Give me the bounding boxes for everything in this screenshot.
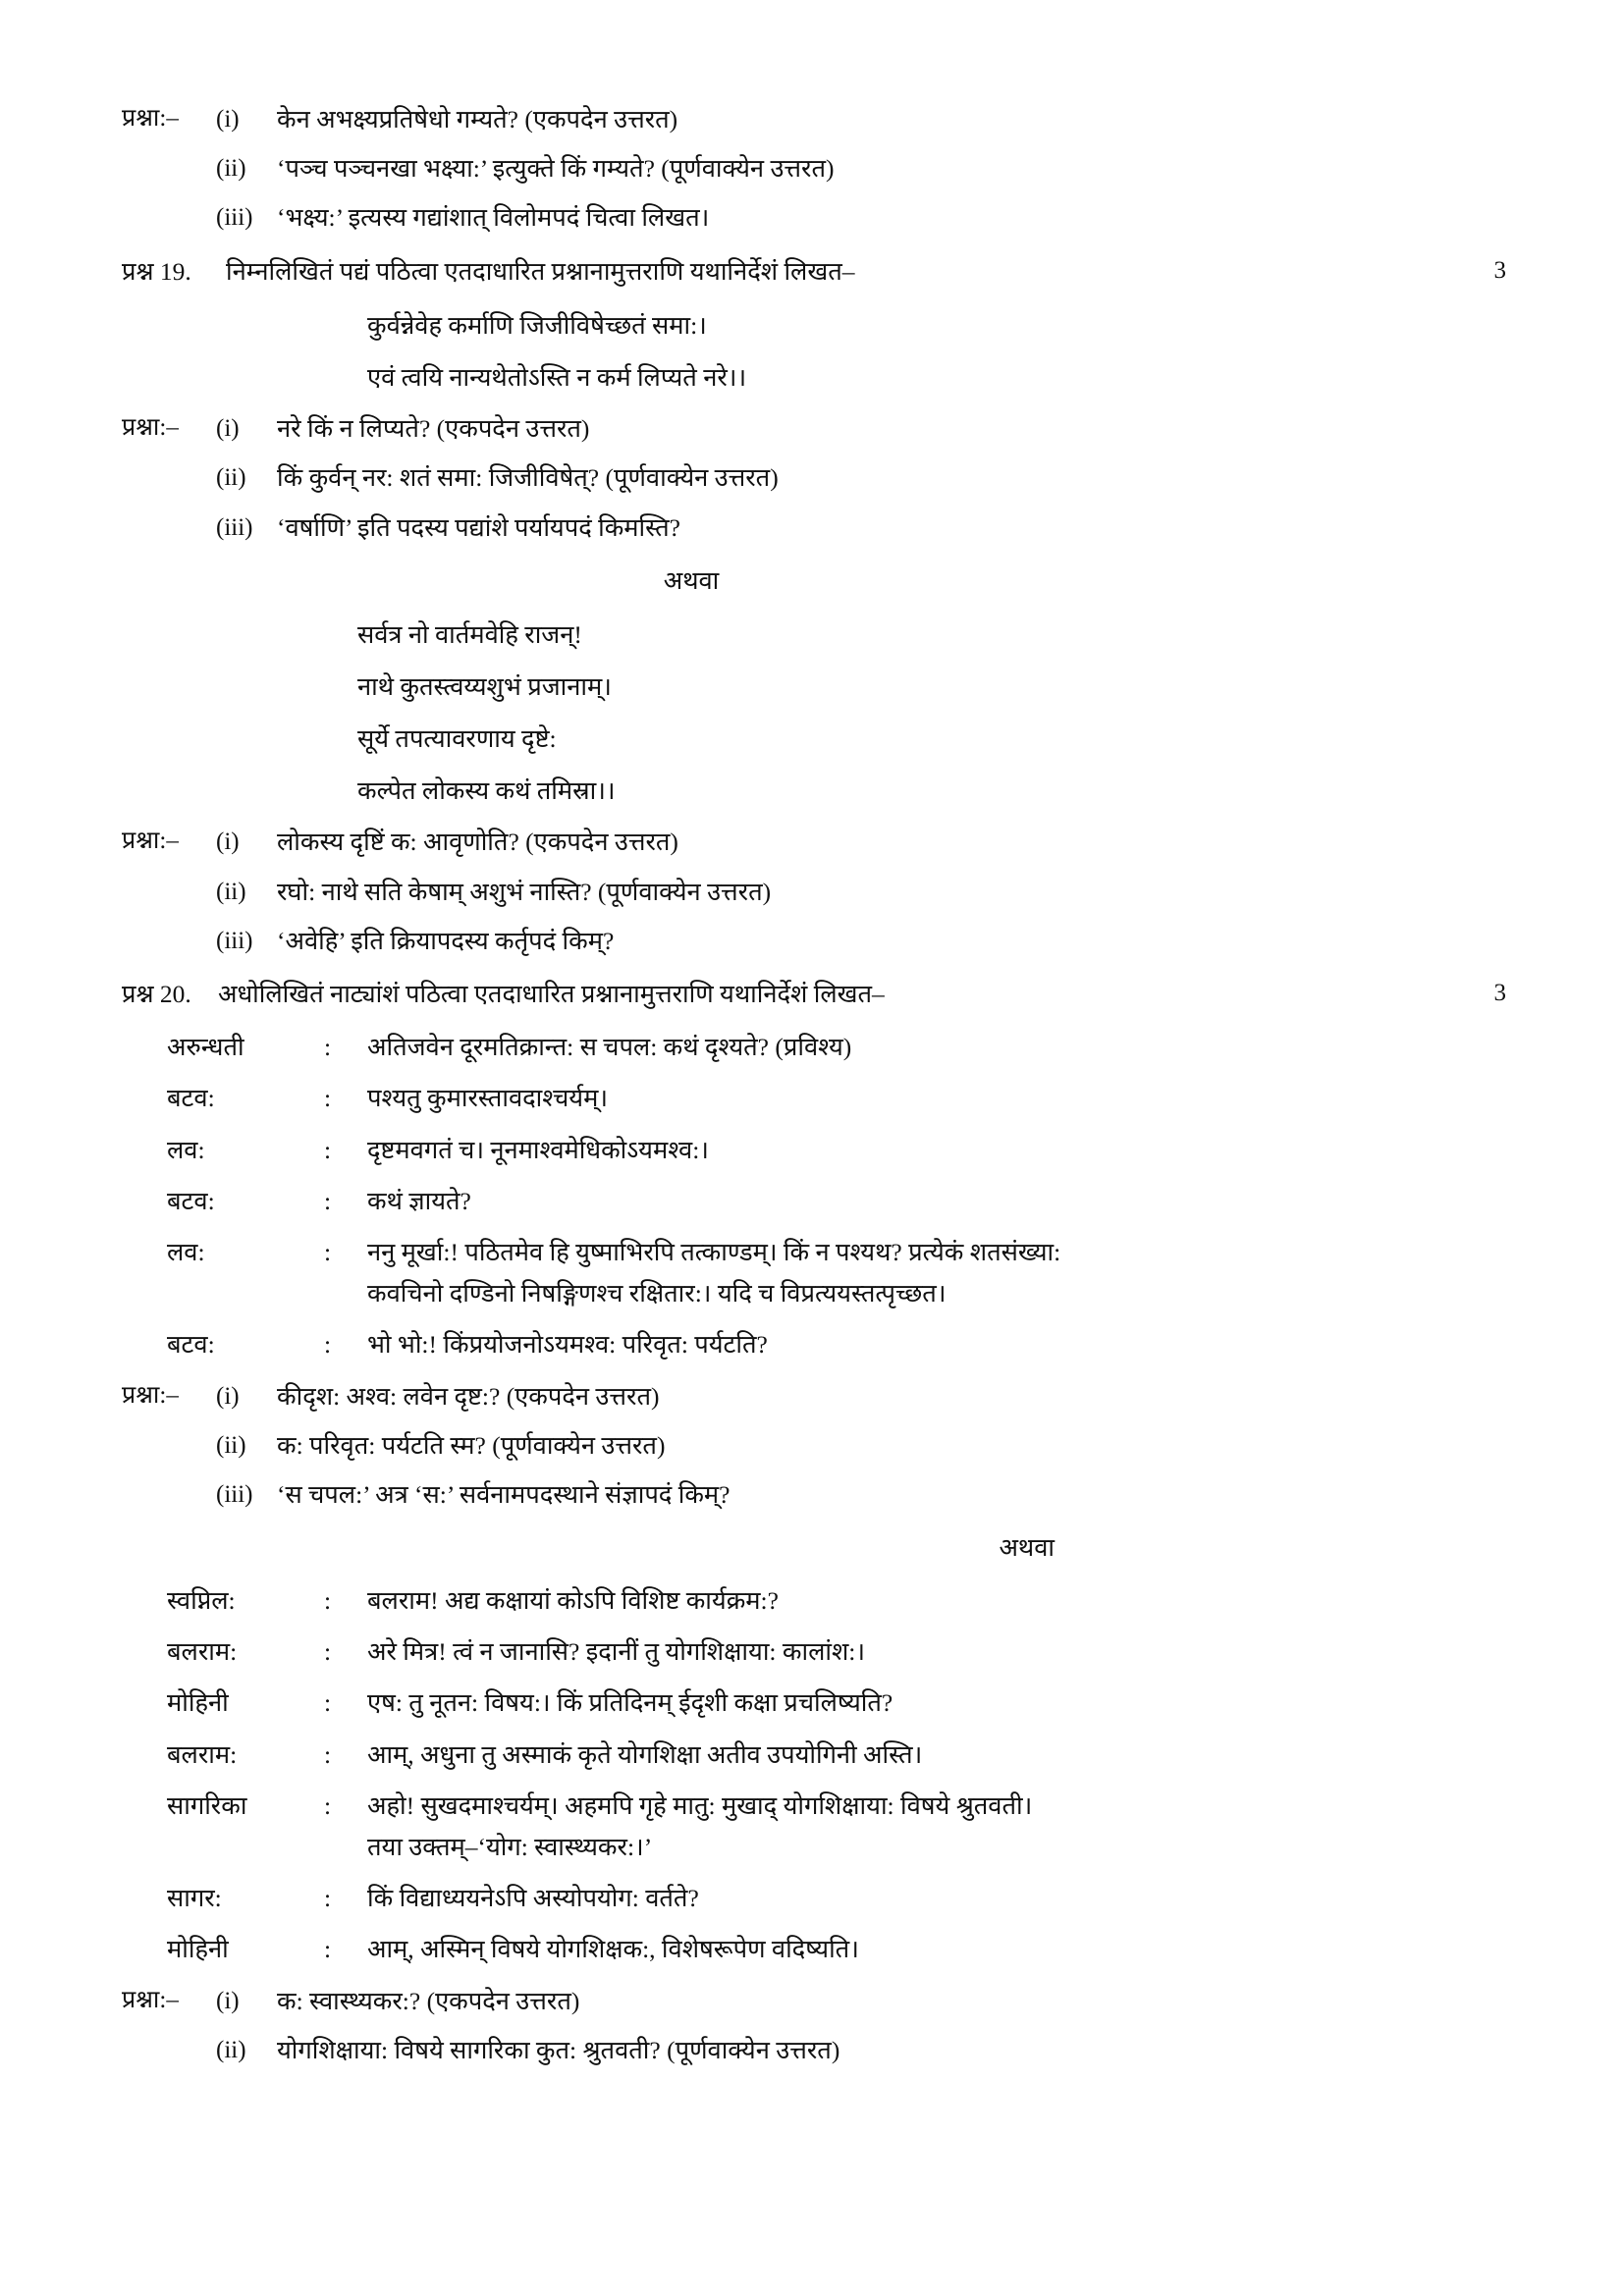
q19-alt-question-text: रघो: नाथे सति केषाम् अशुभं नास्ति? (पूर्णवाक्येन उत्तरत) xyxy=(277,877,772,906)
q20-athava-label: अथवा xyxy=(999,1533,1055,1563)
dialogue-speaker: सागरिका xyxy=(167,1790,247,1820)
dialogue-line xyxy=(167,1235,1506,1311)
alt-dialogue-line xyxy=(167,1737,1506,1773)
dialogue-colon: : xyxy=(324,1135,332,1164)
question-19-marks: 3 xyxy=(1493,256,1506,284)
dialogue-text: बलराम! अद्य कक्षायां कोऽपि विशिष्ट कार्यक्रम:? xyxy=(367,1585,779,1615)
prashna-label: प्रश्ना:– xyxy=(122,1381,179,1409)
q20-question-row xyxy=(122,1428,1506,1464)
q19-question-row xyxy=(122,460,1506,496)
dialogue-colon: : xyxy=(324,1688,332,1718)
dialogue-speaker: बटव: xyxy=(167,1186,215,1215)
roman-numeral-ii: (ii) xyxy=(216,2036,246,2063)
dialogue-colon: : xyxy=(324,1186,332,1215)
q20-question-text: कीदृश: अश्व: लवेन दृष्ट:? (एकपदेन उत्तरत) xyxy=(277,1381,660,1411)
q18-question-text: ‘भक्ष्य:’ इत्यस्य गद्यांशात् विलोमपदं चित्वा लिखत। xyxy=(277,203,710,233)
prashna-label: प्रश्ना:– xyxy=(122,828,179,855)
dialogue-text-part2: तया उक्तम्–‘योग: स्वास्थ्यकर:।’ xyxy=(367,1832,653,1861)
alt-dialogue-line xyxy=(167,1583,1506,1619)
dialogue-text-part1: ननु मूर्खा:! पठितमेव हि युष्माभिरपि तत्काण्डम्। किं न पश्यथ? प्रत्येकं शतसंख्या: xyxy=(367,1238,1061,1267)
dialogue-colon: : xyxy=(324,1935,332,1964)
roman-numeral-i: (i) xyxy=(216,415,240,443)
alt-dialogue-line xyxy=(167,1932,1506,1967)
q18-question-row xyxy=(122,200,1506,236)
q19-question-text: नरे किं न लिप्यते? (एकपदेन उत्तरत) xyxy=(277,414,590,444)
dialogue-speaker: स्वप्निल: xyxy=(167,1585,236,1615)
dialogue-text: अतिजवेन दूरमतिक्रान्त: स चपल: कथं दृश्यते? (प्रविश्य) xyxy=(367,1033,852,1062)
dialogue-text: भो भो:! किंप्रयोजनोऽयमश्व: परिवृत: पर्यटति? xyxy=(367,1330,768,1360)
roman-numeral-i: (i) xyxy=(216,106,240,133)
dialogue-line xyxy=(167,1327,1506,1362)
dialogue-speaker: बटव: xyxy=(167,1330,215,1360)
q20-alt-question-text: क: स्वास्थ्यकर:? (एकपदेन उत्तरत) xyxy=(277,1986,580,2015)
dialogue-colon: : xyxy=(324,1790,332,1820)
dialogue-speaker: बलराम: xyxy=(167,1739,238,1769)
q20-alt-question-text: योगशिक्षाया: विषये सागरिका कुत: श्रुतवती? (पूर्णवाक्येन उत्तरत) xyxy=(277,2035,840,2064)
prashna-label: प्रश्ना:– xyxy=(122,414,179,442)
q19-question-row xyxy=(122,510,1506,546)
roman-numeral-i: (i) xyxy=(216,828,240,856)
q19-alt-question-row xyxy=(122,825,1506,860)
q19-verse-line: एवं त्वयि नान्यथेतोऽस्ति न कर्म लिप्यते नरे।। xyxy=(367,363,747,393)
q20-question-row xyxy=(122,1477,1506,1513)
q18-question-row xyxy=(122,102,1506,137)
dialogue-line xyxy=(167,1030,1506,1065)
q19-alt-question-row xyxy=(122,875,1506,910)
dialogue-line xyxy=(167,1184,1506,1219)
q18-question-text: केन अभक्ष्यप्रतिषेधो गम्यते? (एकपदेन उत्तरत) xyxy=(277,105,678,133)
dialogue-colon: : xyxy=(324,1033,332,1062)
dialogue-text: किं विद्याध्ययनेऽपि अस्योपयोग: वर्तते? xyxy=(367,1884,699,1913)
dialogue-text: आम्, अस्मिन् विषये योगशिक्षक:, विशेषरूपेण वदिष्यति। xyxy=(367,1935,859,1964)
roman-numeral-iii: (iii) xyxy=(216,513,253,541)
dialogue-colon: : xyxy=(324,1884,332,1913)
q20-alt-question-row xyxy=(122,2033,1506,2068)
dialogue-colon: : xyxy=(324,1238,332,1267)
roman-numeral-ii: (ii) xyxy=(216,464,246,492)
q20-question-text: ‘स चपल:’ अत्र ‘स:’ सर्वनामपदस्थाने संज्ञापदं किम्? xyxy=(277,1480,731,1510)
question-20-instruction: अधोलिखितं नाट्यांशं पठित्वा एतदाधारित प्रश्नानामुत्तराणि यथानिर्देशं लिखत– xyxy=(218,980,885,1009)
q19-question-text: किं कुर्वन् नर: शतं समा: जिजीविषेत्? (पूर्णवाक्येन उत्तरत) xyxy=(277,463,779,493)
dialogue-text: आम्, अधुना तु अस्माकं कृते योगशिक्षा अतीव उपयोगिनी अस्ति। xyxy=(367,1739,923,1769)
roman-numeral-i: (i) xyxy=(216,1382,240,1410)
dialogue-colon: : xyxy=(324,1330,332,1360)
dialogue-speaker: मोहिनी xyxy=(167,1935,229,1964)
q19-alt-question-text: ‘अवेहि’ इति क्रियापदस्य कर्तृपदं किम्? xyxy=(277,926,615,955)
dialogue-text: दृष्टमवगतं च। नूनमाश्वमेधिकोऽयमश्व:। xyxy=(367,1135,709,1164)
dialogue-speaker: लव: xyxy=(167,1135,205,1164)
roman-numeral-ii: (ii) xyxy=(216,878,246,905)
dialogue-line xyxy=(167,1081,1506,1116)
dialogue-text: अरे मित्र! त्वं न जानासि? इदानीं तु योगशिक्षाया: कालांश:। xyxy=(367,1637,866,1667)
alt-dialogue-line xyxy=(167,1789,1506,1865)
q20-question-text: क: परिवृत: पर्यटति स्म? (पूर्णवाक्येन उत्तरत) xyxy=(277,1430,666,1460)
prashna-label: प्रश्ना:– xyxy=(122,105,179,132)
dialogue-colon: : xyxy=(324,1585,332,1615)
q20-alt-question-row xyxy=(122,1984,1506,2019)
q19-alt-verse-line: कल्पेत लोकस्य कथं तमिस्रा।। xyxy=(357,776,616,806)
q18-question-text: ‘पञ्च पञ्चनखा भक्ष्या:’ इत्युक्ते किं गम्यते? (पूर्णवाक्येन उत्तरत) xyxy=(277,154,835,184)
prashna-label: प्रश्ना:– xyxy=(122,1986,179,2013)
dialogue-colon: : xyxy=(324,1739,332,1769)
dialogue-speaker: लव: xyxy=(167,1238,205,1267)
dialogue-colon: : xyxy=(324,1084,332,1113)
question-19-number: प्रश्न 19. xyxy=(122,256,191,286)
dialogue-text: पश्यतु कुमारस्तावदाश्चर्यम्। xyxy=(367,1084,609,1113)
q19-question-text: ‘वर्षाणि’ इति पदस्य पद्यांशे पर्यायपदं किमस्ति? xyxy=(277,512,680,542)
roman-numeral-ii: (ii) xyxy=(216,155,246,183)
dialogue-speaker: सागर: xyxy=(167,1884,222,1913)
roman-numeral-iii: (iii) xyxy=(216,927,253,954)
alt-dialogue-line xyxy=(167,1685,1506,1721)
dialogue-speaker: बटव: xyxy=(167,1084,215,1113)
q18-question-row xyxy=(122,151,1506,187)
alt-dialogue-line xyxy=(167,1881,1506,1916)
q19-athava-label: अथवा xyxy=(663,565,720,595)
dialogue-speaker: अरुन्धती xyxy=(167,1033,244,1062)
roman-numeral-iii: (iii) xyxy=(216,1481,253,1509)
question-20-number: प्रश्न 20. xyxy=(122,980,191,1009)
roman-numeral-ii: (ii) xyxy=(216,1431,246,1459)
question-20-header xyxy=(122,977,1506,1012)
q19-alt-verse-line: सूर्ये तपत्यावरणाय दृष्टे: xyxy=(357,723,557,753)
q19-verse-line: कुर्वन्नेवेह कर्माणि जिजीविषेच्छतं समा:। xyxy=(367,310,707,340)
dialogue-text: एष: तु नूतन: विषय:। किं प्रतिदिनम् ईदृशी कक्षा प्रचलिष्यति? xyxy=(367,1688,893,1718)
roman-numeral-iii: (iii) xyxy=(216,204,253,232)
q19-alt-question-text: लोकस्य दृष्टिं क: आवृणोति? (एकपदेन उत्तरत) xyxy=(277,828,678,857)
dialogue-text xyxy=(367,1235,1506,1311)
dialogue-text: कथं ज्ञायते? xyxy=(367,1186,471,1215)
dialogue-speaker: बलराम: xyxy=(167,1637,238,1667)
alt-dialogue-line xyxy=(167,1634,1506,1670)
question-19-instruction: निम्नलिखितं पद्यं पठित्वा एतदाधारित प्रश्नानामुत्तराणि यथानिर्देशं लिखत– xyxy=(226,256,855,286)
q19-alt-verse-line: नाथे कुतस्त्वय्यशुभं प्रजानाम्। xyxy=(357,671,612,701)
q19-alt-question-row xyxy=(122,924,1506,959)
dialogue-text xyxy=(367,1789,1506,1865)
question-20-marks: 3 xyxy=(1493,980,1506,1007)
dialogue-line xyxy=(167,1133,1506,1168)
dialogue-speaker: मोहिनी xyxy=(167,1688,229,1718)
q20-question-row xyxy=(122,1379,1506,1415)
question-19-header xyxy=(122,254,1506,290)
page-content xyxy=(122,102,1506,2068)
dialogue-colon: : xyxy=(324,1637,332,1667)
q19-alt-verse-line: सर्वत्र नो वार्तमवेहि राजन्! xyxy=(357,619,582,649)
dialogue-text-part2: कवचिनो दण्डिनो निषङ्गिणश्च रक्षितार:। यदि च विप्रत्ययस्तत्पृच्छत। xyxy=(367,1279,947,1308)
dialogue-text-part1: अहो! सुखदमाश्चर्यम्। अहमपि गृहे मातु: मुखाद् योगशिक्षाया: विषये श्रुतवती। xyxy=(367,1790,1033,1820)
roman-numeral-i: (i) xyxy=(216,1987,240,2014)
q19-question-row xyxy=(122,411,1506,447)
